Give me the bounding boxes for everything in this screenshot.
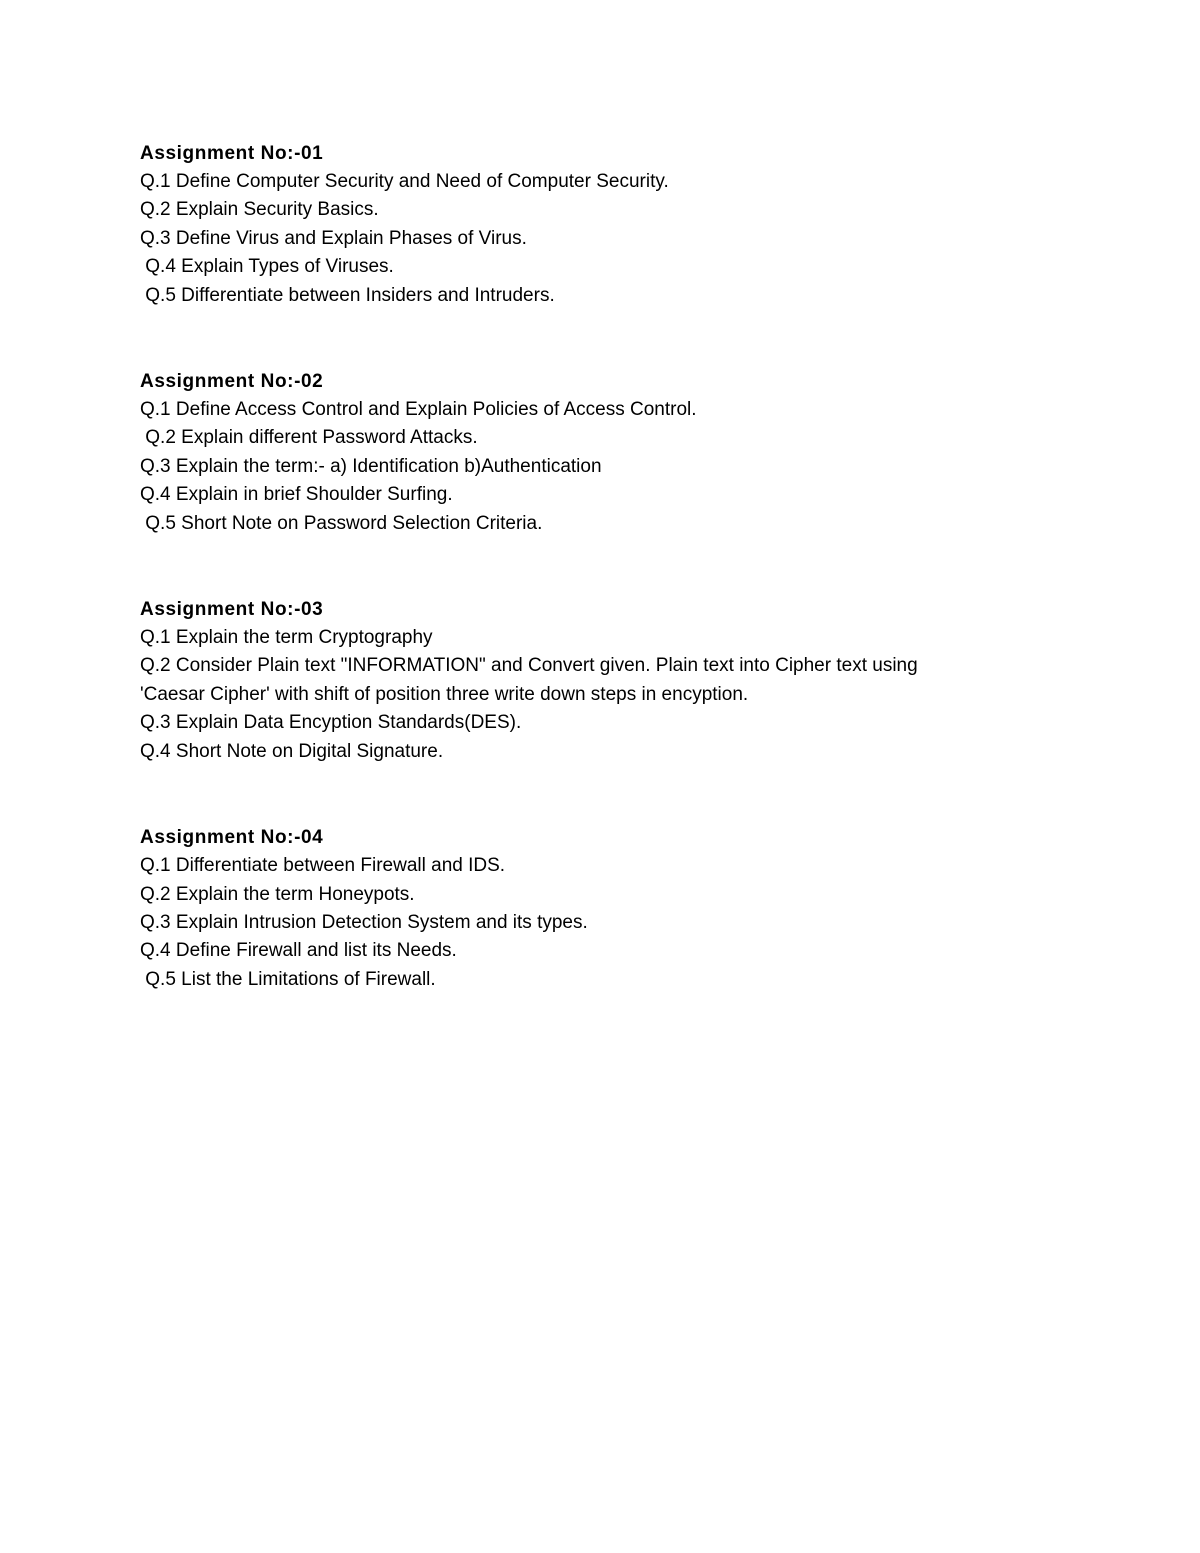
question-line: Q.4 Short Note on Digital Signature. bbox=[140, 740, 444, 762]
question-line: Q.5 Differentiate between Insiders and Intruders. bbox=[140, 284, 555, 306]
question-line: Q.3 Explain Data Encyption Standards(DES). bbox=[140, 712, 522, 734]
question-line: 'Caesar Cipher' with shift of position three write down steps in encyption. bbox=[140, 683, 749, 705]
question-line: Q.2 Explain different Password Attacks. bbox=[140, 427, 478, 449]
question-line: Q.1 Explain the term Cryptography bbox=[140, 627, 433, 649]
question-line: Q.4 Define Firewall and list its Needs. bbox=[140, 940, 457, 962]
question-line: Q.1 Define Access Control and Explain Policies of Access Control. bbox=[140, 399, 697, 421]
assignment-title: Assignment No:-04 bbox=[140, 827, 324, 849]
question-line: Q.1 Define Computer Security and Need of Computer Security. bbox=[140, 171, 669, 192]
question-line: Q.3 Define Virus and Explain Phases of Virus. bbox=[140, 227, 527, 249]
question-line: Q.2 Explain the term Honeypots. bbox=[140, 883, 415, 905]
question-line: Q.4 Explain in brief Shoulder Surfing. bbox=[140, 484, 453, 506]
question-line: Q.2 Consider Plain text "INFORMATION" and Convert given. Plain text into Cipher text using bbox=[140, 655, 918, 677]
question-line: Q.3 Explain the term:- a) Identification b)Authentication bbox=[140, 455, 602, 477]
assignment-01 bbox=[140, 140, 1060, 310]
question-line: Q.1 Differentiate between Firewall and IDS. bbox=[140, 855, 506, 877]
question-line: Q.2 Explain Security Basics. bbox=[140, 199, 379, 221]
question-line: Q.5 Short Note on Password Selection Criteria. bbox=[140, 512, 543, 534]
question-line: Q.5 List the Limitations of Firewall. bbox=[140, 968, 436, 990]
question-line: Q.3 Explain Intrusion Detection System and its types. bbox=[140, 911, 588, 933]
assignment-title: Assignment No:-03 bbox=[140, 599, 324, 621]
document-page bbox=[140, 140, 1060, 1052]
assignment-02 bbox=[140, 368, 1060, 538]
assignment-title: Assignment No:-02 bbox=[140, 371, 324, 393]
assignment-03 bbox=[140, 596, 1060, 766]
assignment-title: Assignment No:-01 bbox=[140, 143, 324, 164]
question-line: Q.4 Explain Types of Viruses. bbox=[140, 256, 394, 278]
assignment-04 bbox=[140, 824, 1060, 994]
